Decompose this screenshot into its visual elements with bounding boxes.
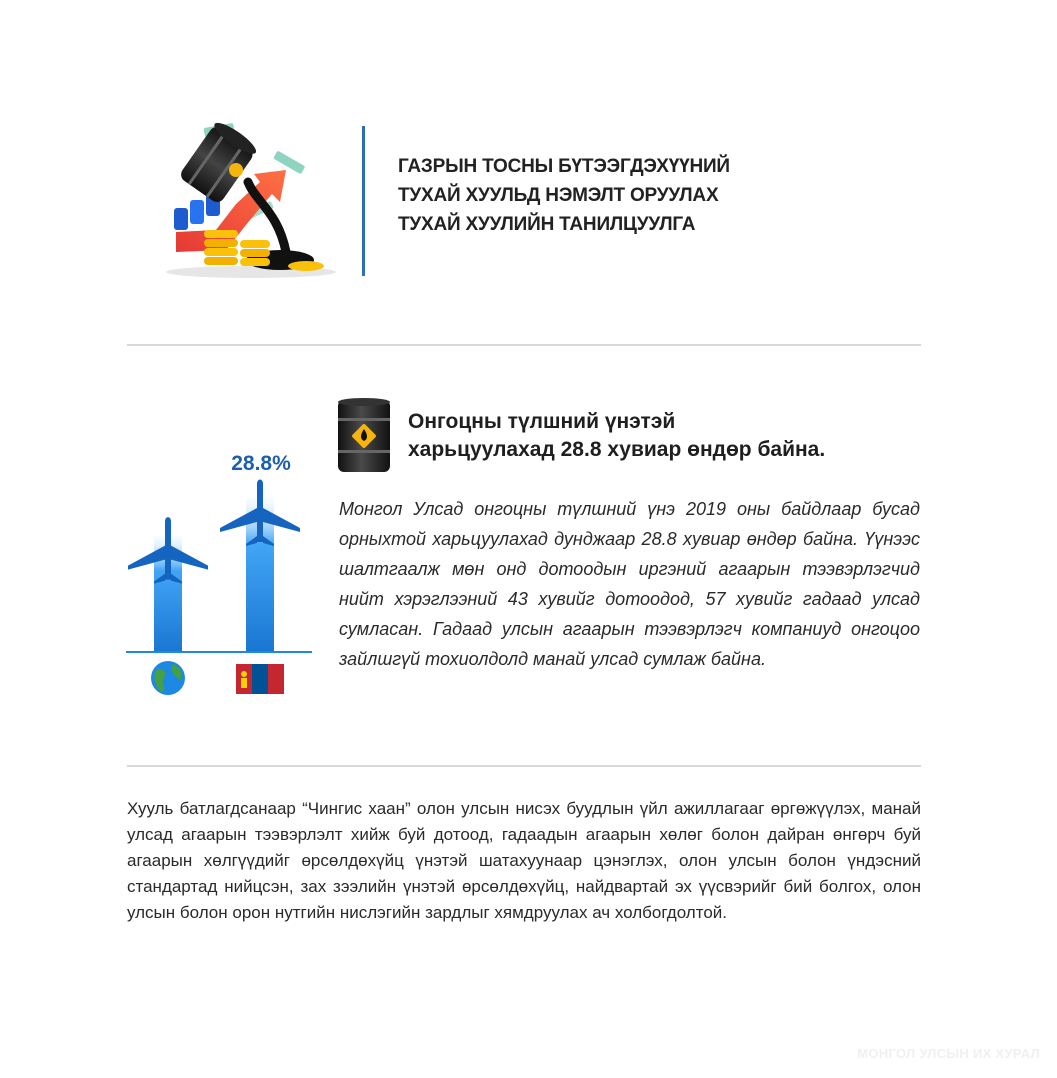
airplane-icon: [220, 480, 300, 547]
comparison-graphic: [124, 448, 314, 708]
page-title: [398, 152, 918, 239]
mongolia-flag-icon: [236, 664, 284, 694]
watermark: МОНГОЛ УЛСЫН ИХ ХУРАЛ: [857, 1046, 1040, 1061]
section-divider: [127, 344, 921, 346]
conclusion-paragraph: Хууль батлагдсанаар “Чингис хаан” олон улсын нисэх буудлын үйл ажиллагааг өргөжүүлэх, манай улсад агаарын тээвэрлэлт хийж буй дотоод, гадаадын агаарын хөлөг болон дайран өнгөрч буй агаарын хөлгүүдийг өрсөлдөхүйц үнэтэй шатахуунаар цэнэглэх, олон улсын болон үндэсний стандартад нийцсэн, зах зээлийн үнэтэй өрсөлдөхүйц, найдвартай эх үүсвэрийг бий болгох, олон улсын болон орон нутгийн нислэгийн зардлыг хямдруулах ач холбогдолтой.: [127, 799, 921, 922]
section-heading-line: харьцуулахад 28.8 хувиар өндөр байна.: [408, 438, 826, 461]
coin-stack-icon: [204, 230, 324, 271]
oil-barrel-icon: [336, 396, 392, 476]
hero-illustration: [156, 112, 346, 284]
section-heading-line: Онгоцны түлшний үнэтэй: [408, 410, 676, 433]
page-title-line: ТУХАЙ ХУУЛИЙН ТАНИЛЦУУЛГА: [398, 214, 696, 235]
section-body: Монгол Улсад онгоцны түлшний үнэ 2019 оны байдлаар бусад орныхтой харьцуулахад дунджаар 28.8 хувиар өндөр байна. Үүнээс шалтгаалж мөн онд дотоодын иргэний агаарын тээвэрлэгчид нийт хэрэглээний 43 хувийг дотоодод, 57 хувийг гадаад улсад сумласан. Гадаад улсын агаарын тээвэрлэгч компаниуд онгоцоо зайлшгүй тохиолдолд манай улсад сумлаж байна.: [339, 499, 920, 669]
header-divider: [362, 126, 365, 276]
page-title-line: ГАЗРЫН ТОСНЫ БҮТЭЭГДЭХҮҮНИЙ: [398, 156, 730, 177]
page-title-line: ТУХАЙ ХУУЛЬД НЭМЭЛТ ОРУУЛАХ: [398, 185, 719, 206]
airplane-icon: [128, 517, 208, 584]
percent-label: 28.8%: [231, 452, 291, 475]
globe-icon: [151, 661, 185, 695]
section-divider: [127, 765, 921, 767]
section-heading: [408, 408, 928, 464]
